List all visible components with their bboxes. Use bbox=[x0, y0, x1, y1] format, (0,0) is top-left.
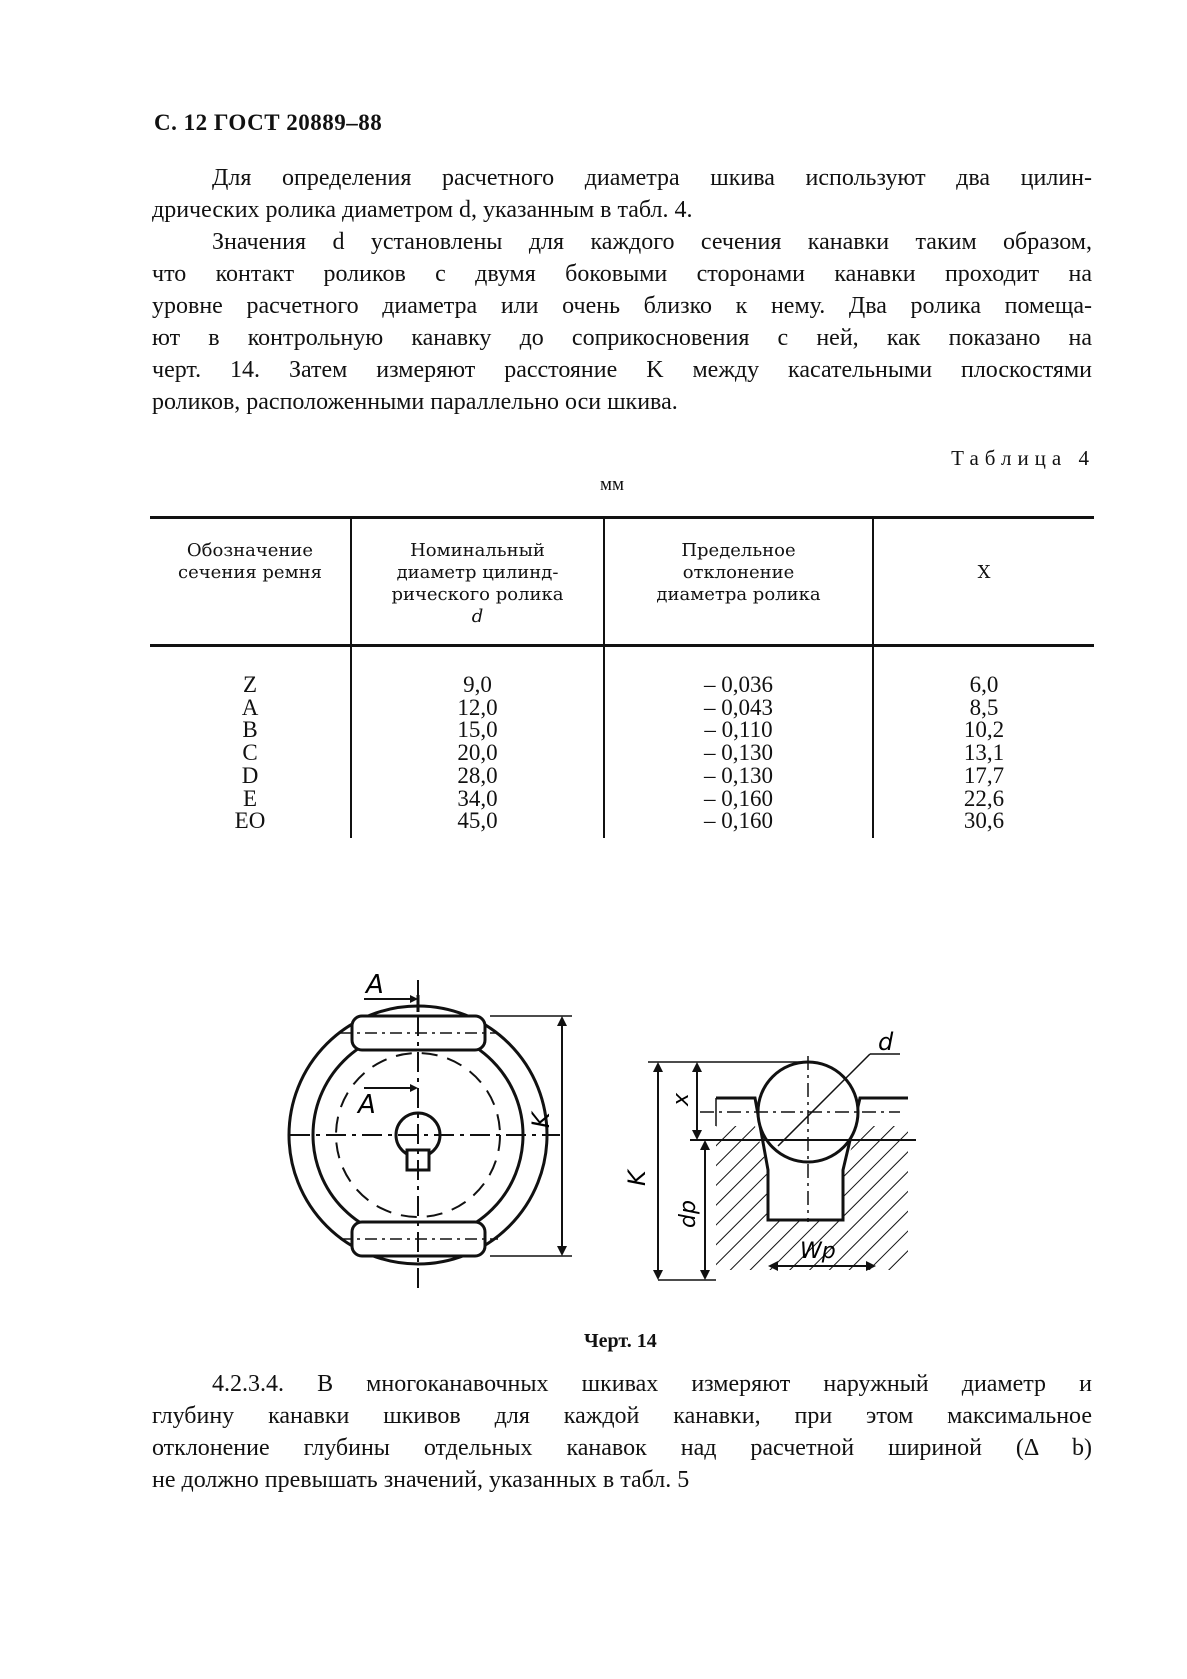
arrowhead bbox=[653, 1062, 663, 1072]
arrowhead bbox=[653, 1270, 663, 1280]
arrowhead bbox=[700, 1140, 710, 1150]
table-cell: – 0,130 bbox=[704, 762, 773, 788]
text-line: уровне расчетного диаметра или очень близко к нему. Два ролика помеща- bbox=[152, 293, 1092, 319]
arrowhead bbox=[692, 1130, 702, 1140]
d-label: d bbox=[878, 1028, 894, 1056]
header-line: Обозначение bbox=[186, 540, 314, 561]
groove-section-view bbox=[648, 1054, 916, 1280]
arrowhead bbox=[410, 1084, 418, 1092]
table-cell: 10,2 bbox=[963, 717, 1005, 743]
text-line: не должно превышать значений, указанных в табл. 5 bbox=[152, 1467, 690, 1493]
table-cell: – 0,043 bbox=[704, 694, 773, 720]
text-line: 4.2.3.4. В многоканавочных шкивах измеряют наружный диаметр и bbox=[212, 1371, 1092, 1397]
table-cell: 15,0 bbox=[457, 717, 498, 743]
table-cell: – 0,160 bbox=[704, 785, 773, 811]
table-cell: C bbox=[242, 740, 258, 766]
table-caption: Таблица 4 bbox=[951, 446, 1095, 470]
section-label: A bbox=[366, 970, 384, 1000]
table-cell: Z bbox=[242, 672, 258, 697]
paragraph-4-2-3-4 bbox=[152, 1368, 1092, 1496]
figure-caption: Черт. 14 bbox=[584, 1330, 657, 1352]
dp-label: dp bbox=[676, 1200, 701, 1228]
table-cell: 8,5 bbox=[969, 694, 999, 720]
table-cell: 13,1 bbox=[963, 740, 1005, 766]
text-line: Значения d установлены для каждого сечения канавки таким образом, bbox=[212, 229, 1092, 255]
wp-label: Wp bbox=[800, 1239, 836, 1264]
header-line: отклонение bbox=[682, 562, 795, 583]
table-cell: 34,0 bbox=[457, 785, 498, 811]
page-header: С. 12 ГОСТ 20889–88 bbox=[154, 110, 383, 135]
table-cell: – 0,036 bbox=[704, 672, 773, 697]
text-line: что контакт роликов с двумя боковыми сторонами канавки проходит на bbox=[152, 261, 1092, 287]
arrowhead bbox=[557, 1246, 567, 1256]
table-cell: 22,6 bbox=[963, 785, 1005, 811]
text-line: Для определения расчетного диаметра шкива используют два цилин- bbox=[212, 165, 1092, 191]
text-line: ют в контрольную канавку до соприкосновения с ней, как показано на bbox=[152, 325, 1092, 351]
pulley-front-view bbox=[289, 980, 572, 1290]
table-cell: D bbox=[241, 762, 259, 788]
table-cell: 12,0 bbox=[457, 694, 498, 720]
header-line: рического ролика bbox=[391, 584, 564, 605]
table-cell: E bbox=[242, 785, 258, 811]
arrowhead bbox=[557, 1016, 567, 1026]
table-cell: 9,0 bbox=[463, 672, 492, 697]
table-units: мм bbox=[600, 474, 625, 495]
table-cell: – 0,110 bbox=[704, 717, 773, 743]
table-cell: A bbox=[241, 694, 259, 720]
k-label: K bbox=[527, 1112, 555, 1128]
header-line: Номинальный bbox=[410, 540, 545, 561]
table-cell: – 0,130 bbox=[704, 740, 773, 766]
text-line: глубину канавки шкивов для каждой канавки, при этом максимальное bbox=[152, 1403, 1092, 1429]
text-line: роликов, расположенными параллельно оси шкива. bbox=[152, 389, 678, 415]
arrowhead bbox=[700, 1270, 710, 1280]
header-line: сечения ремня bbox=[178, 562, 322, 583]
header-line: диаметра ролика bbox=[656, 584, 821, 605]
text-line: дрических ролика диаметром d, указанным в табл. 4. bbox=[152, 197, 693, 223]
k-label: K bbox=[623, 1170, 651, 1186]
header-line: диаметр цилинд- bbox=[396, 562, 559, 583]
table-cell: 6,0 bbox=[969, 672, 999, 697]
section-label: A bbox=[358, 1090, 376, 1120]
table-cell: EO bbox=[234, 808, 266, 834]
text-line: отклонение глубины отдельных канавок над расчетной шириной (Δ b) bbox=[152, 1435, 1092, 1461]
header-line: X bbox=[977, 562, 991, 583]
header-line: d bbox=[471, 606, 484, 627]
arrowhead bbox=[692, 1062, 702, 1072]
table-cell: 17,7 bbox=[963, 762, 1005, 788]
table-cell: B bbox=[242, 717, 258, 743]
text-line: черт. 14. Затем измеряют расстояние K между касательными плоскостями bbox=[152, 357, 1092, 383]
table-cell: 45,0 bbox=[457, 808, 498, 834]
table-cell: 30,6 bbox=[963, 808, 1005, 834]
table-cell: 20,0 bbox=[457, 740, 498, 766]
x-label: x bbox=[669, 1092, 694, 1106]
table-cell: – 0,160 bbox=[704, 808, 773, 834]
table-cell: 28,0 bbox=[457, 762, 498, 788]
header-line: Предельное bbox=[681, 540, 796, 561]
